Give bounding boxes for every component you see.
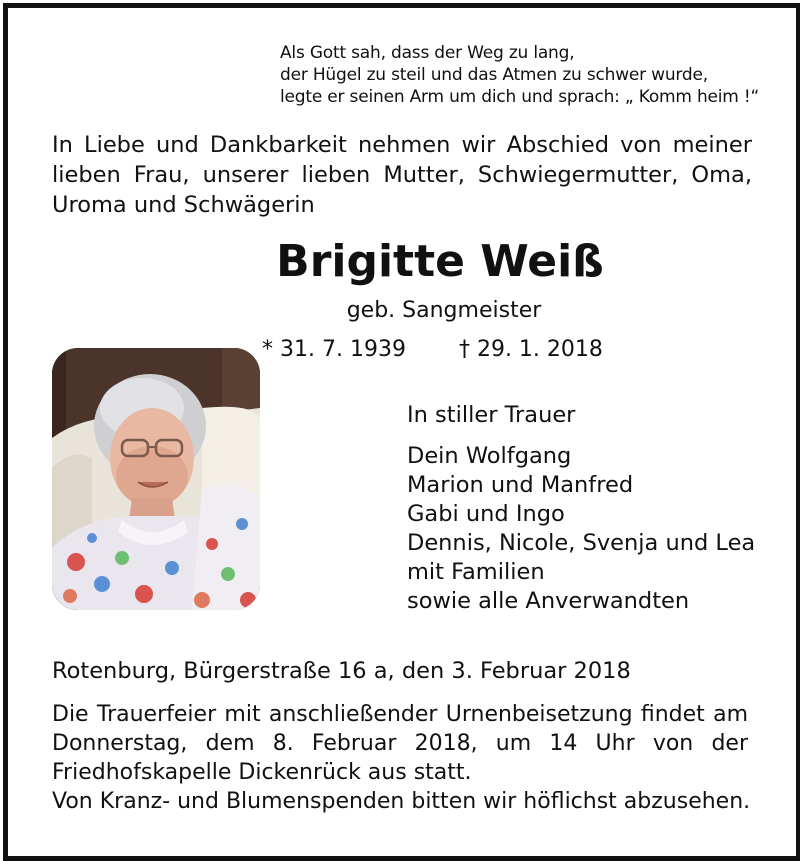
mourner-name: Gabi und Ingo [407,501,565,527]
mourner-name: Marion und Manfred [407,472,634,498]
verse-line: der Hügel zu steil und das Atmen zu schwer wurde, [280,65,708,85]
mourner-name: Dennis, Nicole, Svenja und Lea [407,530,756,556]
intro-text [52,130,752,220]
mourners-list [407,401,755,616]
verse-quote [280,42,780,108]
birth-date: * 31. 7. 1939 [262,337,406,362]
service-line: Donnerstag, dem 8. Februar 2018, um 14 Uhr von der [52,731,748,756]
deceased-name: Brigitte Weiß [276,236,604,287]
place-and-date: Rotenburg, Bürgerstraße 16 a, den 3. Februar 2018 [52,658,631,684]
service-line: Von Kranz- und Blumenspenden bitten wir höflichst abzusehen. [52,789,751,814]
service-line: Die Trauerfeier mit anschließender Urnenbeisetzung findet am [52,702,748,727]
maiden-name: geb. Sangmeister [346,298,542,323]
mourners-heading: In stiller Trauer [407,402,576,428]
verse-line: Als Gott sah, dass der Weg zu lang, [280,43,575,63]
mourner-name: sowie alle Anverwandten [407,588,690,614]
death-date: † 29. 1. 2018 [458,337,603,362]
verse-line: legte er seinen Arm um dich und sprach: „ Komm heim !“ [280,87,760,107]
life-dates [262,337,603,362]
portrait-photo-icon [52,348,260,610]
service-line: Friedhofskapelle Dickenrück aus statt. [52,760,472,785]
intro-line: In Liebe und Dankbarkeit nehmen wir Abschied von meiner [52,132,752,158]
mourner-name: mit Familien [407,559,545,585]
mourner-name: Dein Wolfgang [407,443,572,469]
intro-line: Uroma und Schwägerin [52,192,315,218]
service-info [52,700,751,816]
intro-line: lieben Frau, unserer lieben Mutter, Schwiegermutter, Oma, [52,162,752,188]
